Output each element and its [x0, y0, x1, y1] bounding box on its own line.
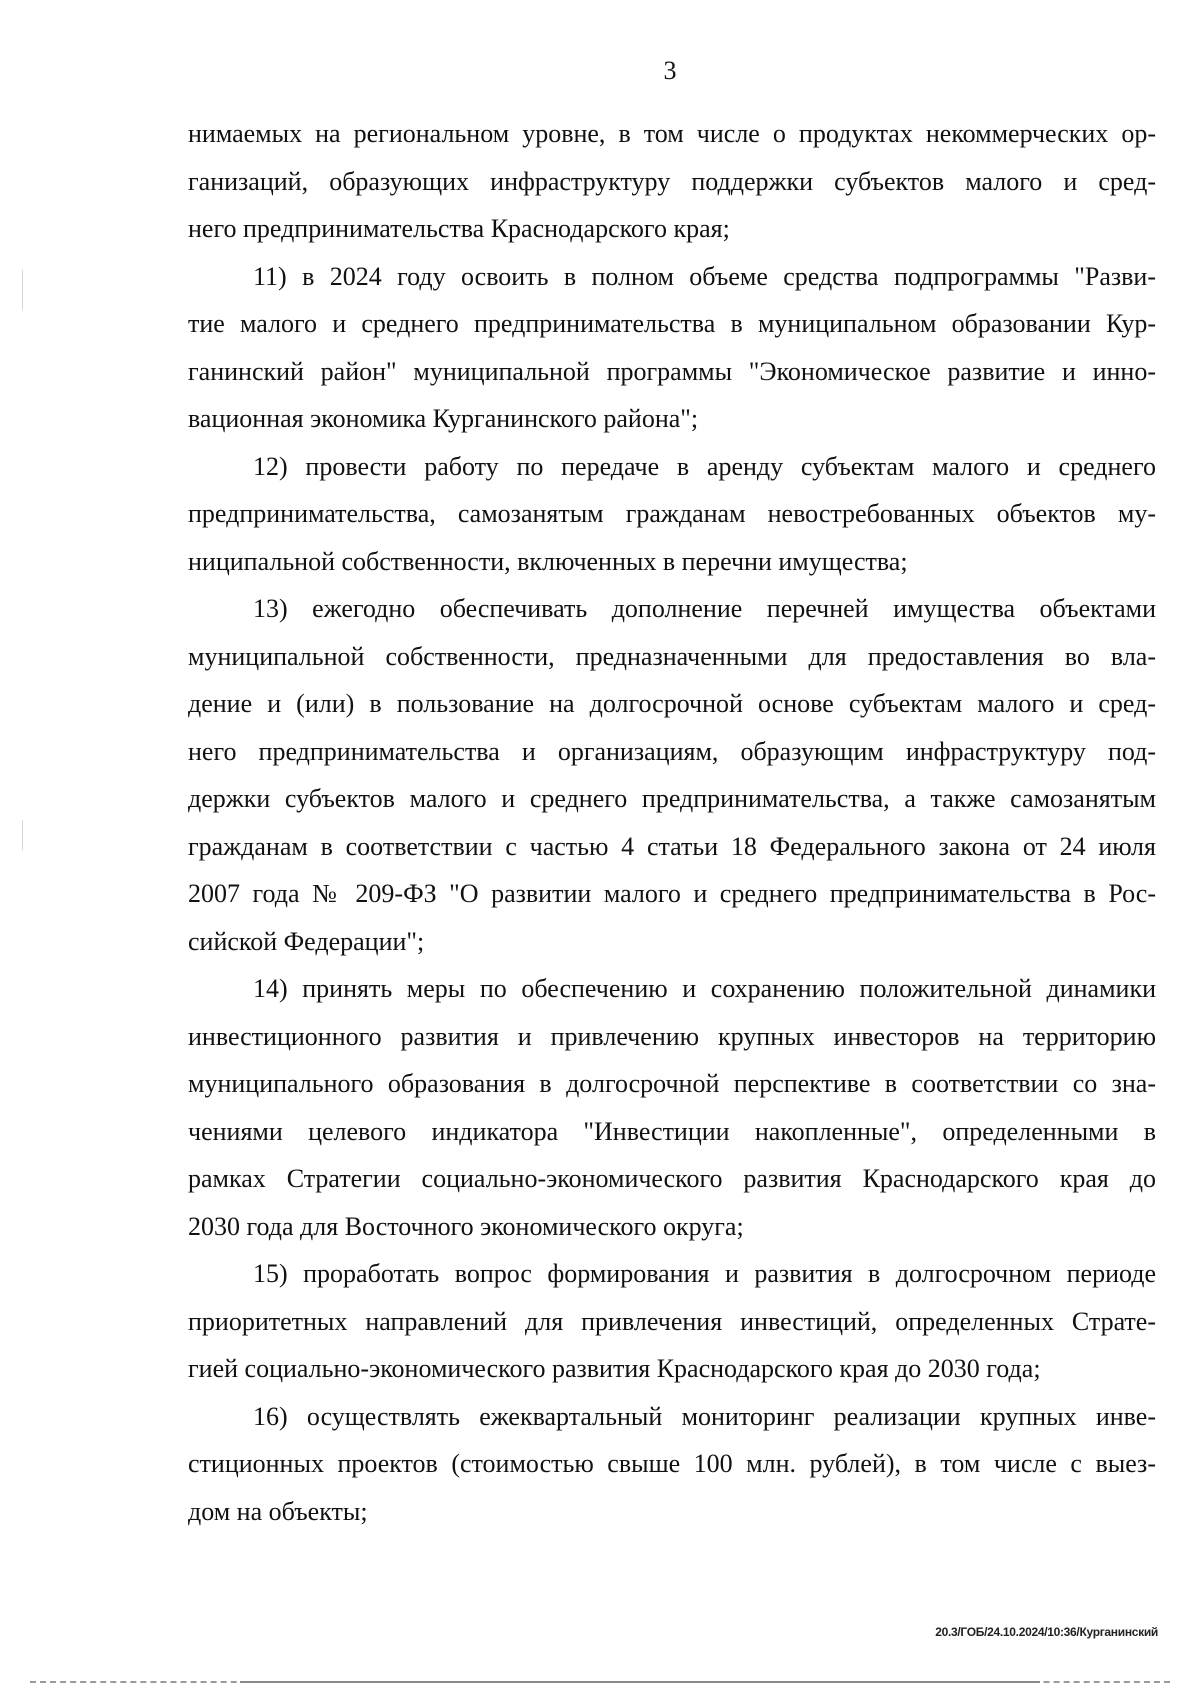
list-item-11 — [188, 253, 1156, 443]
text-line: держки субъектов малого и среднего предпринимательства, а также самозанятым — [188, 784, 1156, 813]
text-line: сийской Федерации"; — [188, 926, 425, 956]
list-item-14 — [188, 965, 1156, 1250]
scan-margin-artifact — [22, 820, 23, 850]
text-line: него предпринимательства Краснодарского края; — [188, 214, 730, 243]
list-item-12 — [188, 443, 1156, 586]
text-line: рамках Стратегии социально-экономического развития Краснодарского края до — [188, 1164, 1156, 1193]
text-line: ганизаций, образующих инфраструктуру поддержки субъектов малого и сред- — [188, 166, 1156, 196]
text-line: приоритетных направлений для привлечения инвестиций, определенных Страте- — [188, 1306, 1156, 1336]
text-line: вационная экономика Курганинского района"; — [188, 404, 699, 433]
page-number: 3 — [663, 56, 677, 85]
list-item-13 — [188, 585, 1156, 965]
text-line: гражданам в соответствии с частью 4 статьи 18 Федерального закона от 24 июля — [188, 831, 1156, 861]
text-line: нимаемых на региональном уровне, в том числе о продуктах некоммерческих ор- — [188, 119, 1156, 148]
document-body — [188, 110, 1156, 1535]
text-line: 16) осуществлять ежеквартальный мониторинг реализации крупных инве- — [253, 1401, 1156, 1431]
text-line: дом на объекты; — [188, 1496, 368, 1526]
list-item-16 — [188, 1393, 1156, 1536]
scan-margin-artifact — [22, 270, 23, 310]
text-line: 2030 года для Восточного экономического округа; — [188, 1211, 744, 1241]
text-line: дение и (или) в пользование на долгосрочной основе субъектам малого и сред- — [188, 689, 1156, 718]
text-line: чениями целевого индикатора "Инвестиции накопленные", определенными в — [188, 1116, 1156, 1146]
text-line: 13) ежегодно обеспечивать дополнение перечней имущества объектами — [253, 594, 1156, 623]
text-line: 14) принять меры по обеспечению и сохранению положительной динамики — [253, 974, 1156, 1003]
text-line: гией социально-экономического развития Краснодарского края до 2030 года; — [188, 1354, 1041, 1383]
paragraph-continuation — [188, 110, 1156, 253]
text-line: тие малого и среднего предпринимательства в муниципальном образовании Кур- — [188, 309, 1156, 338]
text-line: 12) провести работу по передаче в аренду субъектам малого и среднего — [253, 451, 1156, 481]
text-line: ганинский район" муниципальной программы "Экономическое развитие и инно- — [188, 356, 1156, 386]
text-line: предпринимательства, самозанятым гражданам невостребованных объектов му- — [188, 499, 1156, 528]
text-line: ниципальной собственности, включенных в перечни имущества; — [188, 546, 908, 576]
text-line: инвестиционного развития и привлечению крупных инвесторов на территорию — [188, 1021, 1156, 1051]
text-line: муниципальной собственности, предназначенными для предоставления во вла- — [188, 641, 1156, 671]
text-line: 2007 года № 209-ФЗ "О развитии малого и среднего предпринимательства в Рос- — [188, 879, 1156, 908]
text-line: 11) в 2024 году освоить в полном объеме средства подпрограммы "Разви- — [253, 261, 1156, 291]
document-registration-code: 20.3/ГОБ/24.10.2024/10:36/Курганинский — [935, 1625, 1158, 1639]
text-line: муниципального образования в долгосрочной перспективе в соответствии со зна- — [188, 1069, 1156, 1098]
text-line: стиционных проектов (стоимостью свыше 100 млн. рублей), в том числе с выез- — [188, 1449, 1156, 1478]
scan-edge-line — [240, 1681, 1040, 1683]
list-item-15 — [188, 1250, 1156, 1393]
text-line: него предпринимательства и организациям, образующим инфраструктуру под- — [188, 736, 1156, 766]
text-line: 15) проработать вопрос формирования и развития в долгосрочном периоде — [253, 1259, 1156, 1288]
